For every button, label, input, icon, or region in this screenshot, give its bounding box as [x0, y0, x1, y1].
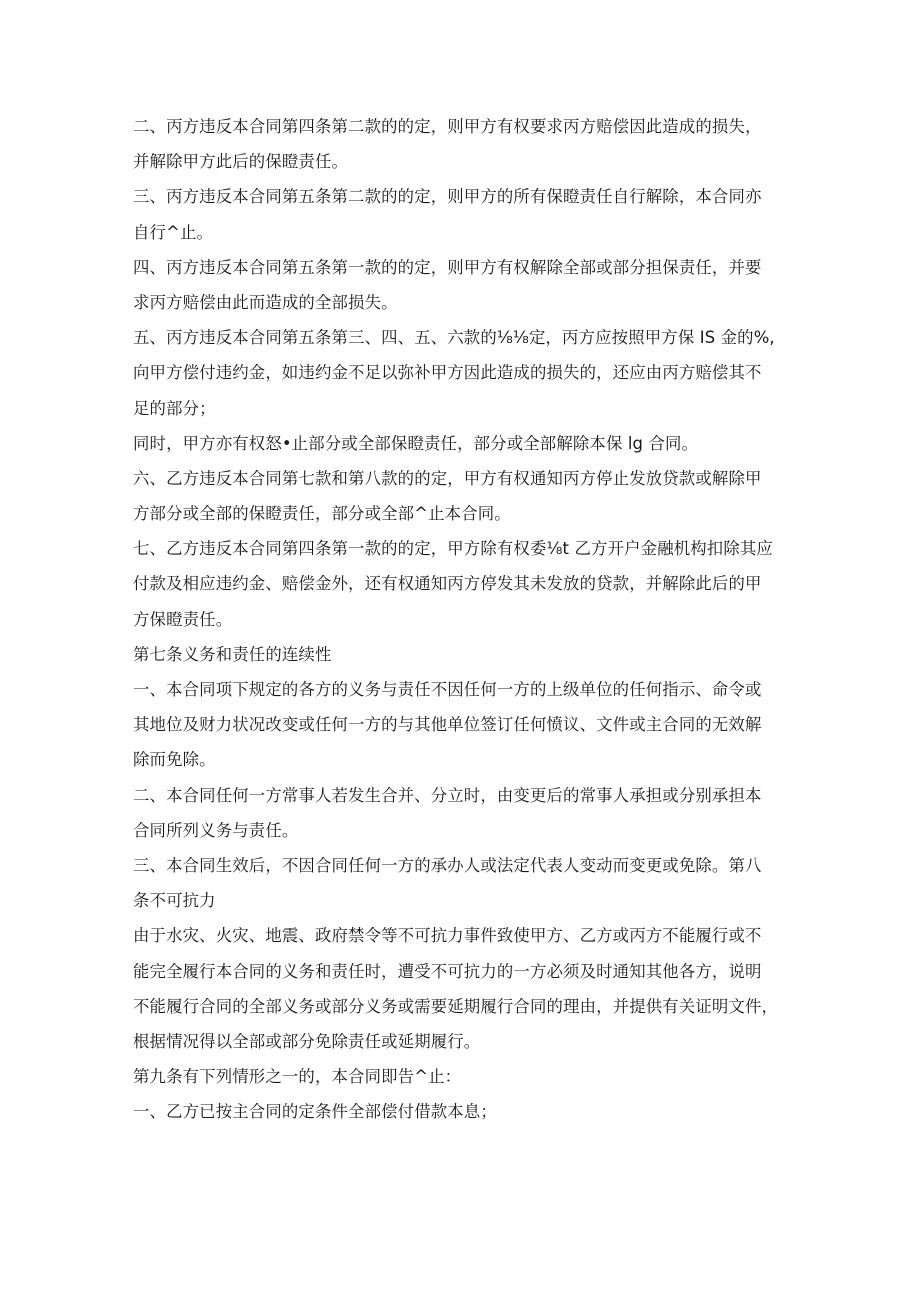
text-line: 付款及相应违约金、赔偿金外，还有权通知丙方停发其未发放的贷款，并解除此后的甲 — [133, 574, 762, 594]
text-line: 自行^止。 — [133, 222, 214, 242]
document-body — [133, 116, 803, 1123]
text-line: 五、丙方违反本合同第五条第三、四、五、六款的⅛⅛定，丙方应按照甲方保 IS 金的%, — [133, 328, 775, 348]
text-line: 二、丙方违反本合同第四条第二款的的定，则甲方有权要求丙方赔偿因此造成的损失， — [133, 117, 762, 136]
text-line: 由于水灾、火灾、地震、政府禁令等不可抗力事件致使甲方、乙方或丙方不能履行或不 — [133, 926, 762, 946]
text-line: 能完全履行本合同的义务和责任时，遭受不可抗力的一方必须及时通知其他各方，说明 — [133, 961, 762, 981]
text-line: 三、丙方违反本合同第五条第二款的的定，则甲方的所有保瞪责任自行解除，本合同亦 — [133, 187, 762, 207]
text-line: 方保瞪责任。 — [133, 609, 233, 629]
text-line: 一、本合同项下规定的各方的义务与责任不因任何一方的上级单位的任何指示、命令或 — [133, 680, 762, 699]
text-line: 合同所列义务与责任。 — [133, 820, 299, 840]
text-line: 七、乙方违反本合同第四条第一款的的定，甲方除有权委⅛t 乙方开户金融机构扣除其应 — [133, 539, 773, 559]
text-line: 四、丙方违反本合同第五条第一款的的定，则甲方有权解除全部或部分担保责任，并要 — [133, 257, 762, 277]
text-line: 除而免除。 — [133, 750, 216, 770]
text-line: 根据情况得以全部或部分免除责任或延期履行。 — [133, 1031, 481, 1051]
text-line: 向甲方偿付违约金，如违约金不足以弥补甲方因此造成的损失的，还应由丙方赔偿其不 — [133, 363, 762, 383]
text-line: 求丙方赔偿由此而造成的全部损失。 — [133, 292, 398, 312]
text-line: 足的部分； — [133, 398, 216, 418]
text-line: 不能履行合同的全部义务或部分义务或需要延期履行合同的理由，并提供有关证明文件， — [133, 996, 779, 1016]
text-line: 同时，甲方亦有权怒•止部分或全部保瞪责任，部分或全部解除本保 lg 合同。 — [133, 433, 699, 453]
section-heading: 第九条有下列情形之一的，本合同即告^止： — [133, 1067, 462, 1087]
text-line: 二、本合同任何一方常事人若发生合并、分立时，由变更后的常事人承担或分别承担本 — [133, 785, 762, 805]
section-heading: 第七条义务和责任的连续性 — [133, 644, 332, 664]
text-line: 并解除甲方此后的保瞪责任。 — [133, 152, 349, 172]
text-line: 六、乙方违反本合同第七款和第八款的的定，甲方有权通知丙方停止发放贷款或解除甲 — [133, 468, 762, 488]
text-line: 一、乙方已按主合同的定条件全部偿付借款本息； — [133, 1102, 497, 1122]
text-line: 方部分或全部的保瞪责任，部分或全部^止本合同。 — [133, 504, 511, 524]
section-heading: 条不可抗力 — [133, 891, 216, 911]
text-line: 其地位及财力状况改变或任何一方的与其他单位签订任何愤议、文件或主合同的无效解 — [133, 715, 762, 735]
text-line: 三、本合同生效后，不因合同任何一方的承办人或法定代表人变动而变更或免除。第八 — [133, 855, 762, 875]
